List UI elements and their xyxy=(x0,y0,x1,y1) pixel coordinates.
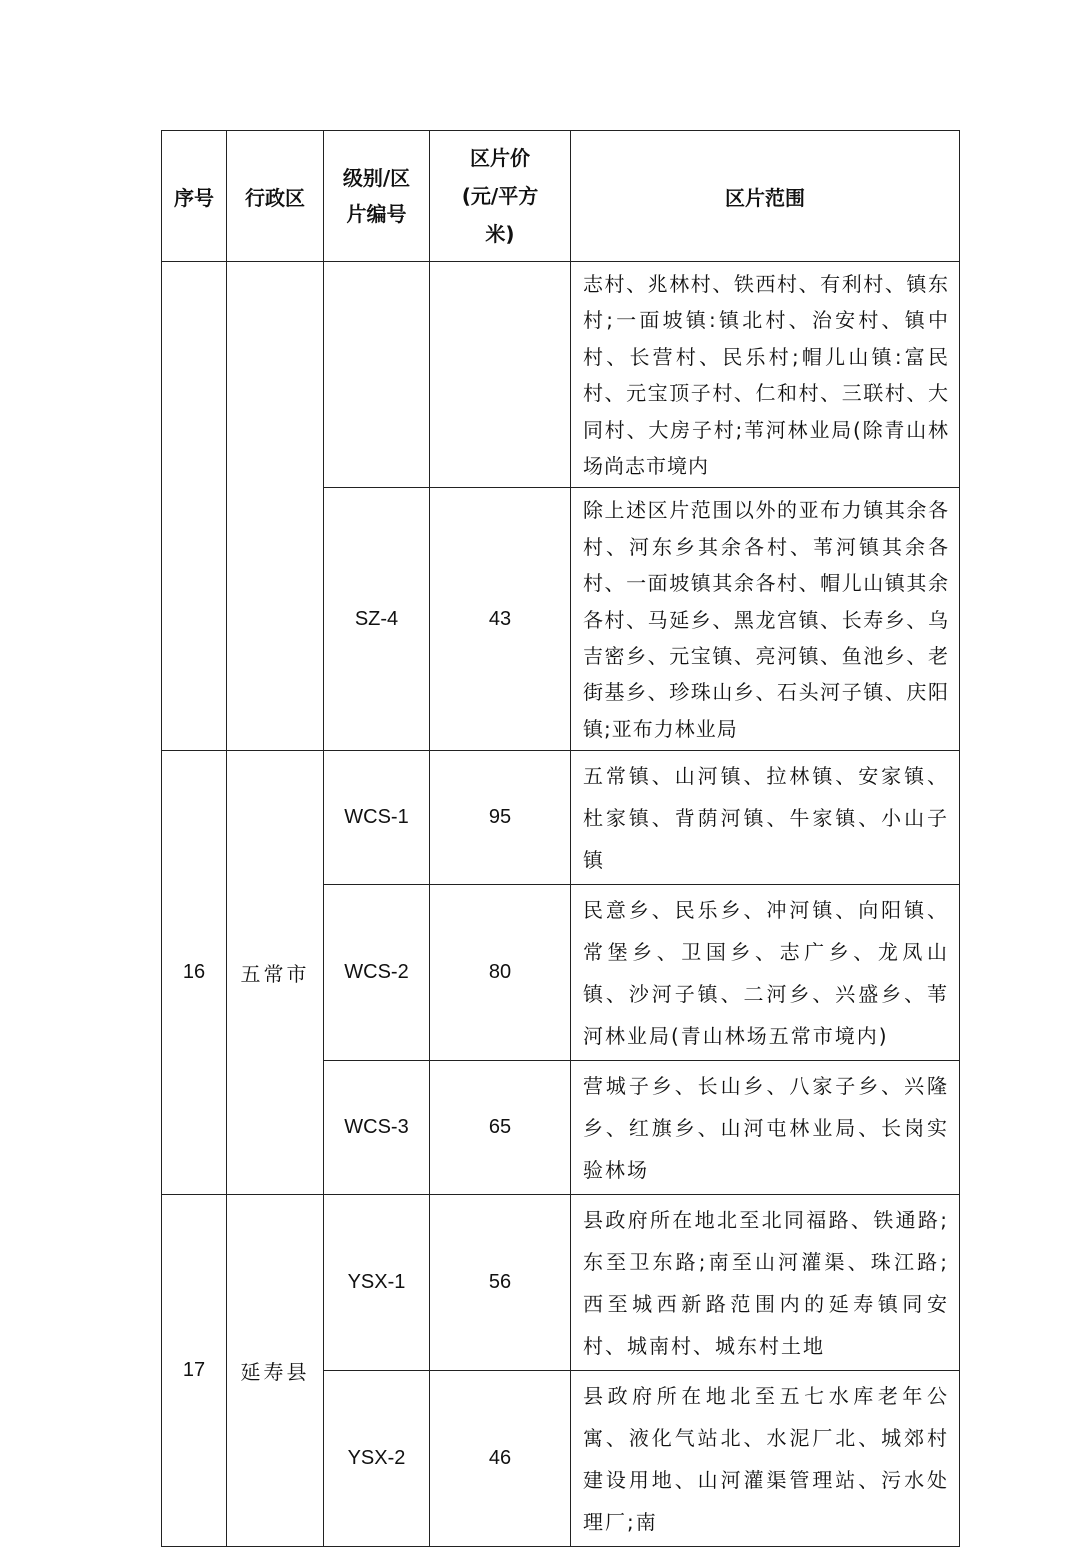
district-cell: 延寿县 xyxy=(227,1195,324,1547)
header-seq: 序号 xyxy=(162,131,227,262)
table-row xyxy=(162,1195,960,1371)
scope-cell: 志村、兆林村、铁西村、有利村、镇东村;一面坡镇:镇北村、治安村、镇中村、长营村、民乐村;帽儿山镇:富民村、元宝顶子村、仁和村、三联村、大同村、大房子村;苇河林业局(除青山林场尚志市境内 xyxy=(571,262,960,488)
code-cell xyxy=(324,262,430,488)
code-cell: YSX-1 xyxy=(324,1195,430,1371)
price-cell: 65 xyxy=(430,1061,571,1195)
scope-cell: 县政府所在地北至五七水库老年公寓、液化气站北、水泥厂北、城郊村建设用地、山河灌渠管理站、污水处理厂;南 xyxy=(571,1371,960,1547)
header-level-line1: 级别/区 xyxy=(342,166,411,190)
scope-cell: 营城子乡、长山乡、八家子乡、兴隆乡、红旗乡、山河屯林业局、长岗实验林场 xyxy=(571,1061,960,1195)
price-cell: 56 xyxy=(430,1195,571,1371)
code-cell: WCS-3 xyxy=(324,1061,430,1195)
header-district: 行政区 xyxy=(227,131,324,262)
district-cell: 五常市 xyxy=(227,751,324,1195)
table-row xyxy=(162,751,960,885)
header-scope: 区片范围 xyxy=(571,131,960,262)
seq-cell: 16 xyxy=(162,751,227,1195)
seq-cell xyxy=(162,262,227,751)
header-price-line2: (元/平方 xyxy=(461,184,539,208)
header-level-line2: 片编号 xyxy=(346,202,407,226)
header-price-line3: 米) xyxy=(485,222,515,246)
scope-cell: 民意乡、民乐乡、冲河镇、向阳镇、常堡乡、卫国乡、志广乡、龙凤山镇、沙河子镇、二河乡、兴盛乡、苇河林业局(青山林场五常市境内) xyxy=(571,885,960,1061)
header-price-line1: 区片价 xyxy=(470,146,530,170)
code-cell: SZ-4 xyxy=(324,488,430,751)
price-cell: 43 xyxy=(430,488,571,751)
scope-cell: 五常镇、山河镇、拉林镇、安家镇、杜家镇、背荫河镇、牛家镇、小山子镇 xyxy=(571,751,960,885)
land-price-table xyxy=(161,130,960,1547)
price-cell: 95 xyxy=(430,751,571,885)
price-cell xyxy=(430,262,571,488)
price-cell: 80 xyxy=(430,885,571,1061)
header-row xyxy=(162,131,960,262)
code-cell: WCS-1 xyxy=(324,751,430,885)
header-level-code xyxy=(324,131,430,262)
code-cell: YSX-2 xyxy=(324,1371,430,1547)
seq-cell: 17 xyxy=(162,1195,227,1547)
table-row xyxy=(162,262,960,488)
scope-cell: 县政府所在地北至北同福路、铁通路;东至卫东路;南至山河灌渠、珠江路;西至城西新路范围内的延寿镇同安村、城南村、城东村土地 xyxy=(571,1195,960,1371)
scope-cell: 除上述区片范围以外的亚布力镇其余各村、河东乡其余各村、苇河镇其余各村、一面坡镇其余各村、帽儿山镇其余各村、马延乡、黑龙宫镇、长寿乡、乌吉密乡、元宝镇、亮河镇、鱼池乡、老街基乡、珍珠山乡、石头河子镇、庆阳镇;亚布力林业局 xyxy=(571,488,960,751)
district-cell xyxy=(227,262,324,751)
header-price xyxy=(430,131,571,262)
price-cell: 46 xyxy=(430,1371,571,1547)
code-cell: WCS-2 xyxy=(324,885,430,1061)
